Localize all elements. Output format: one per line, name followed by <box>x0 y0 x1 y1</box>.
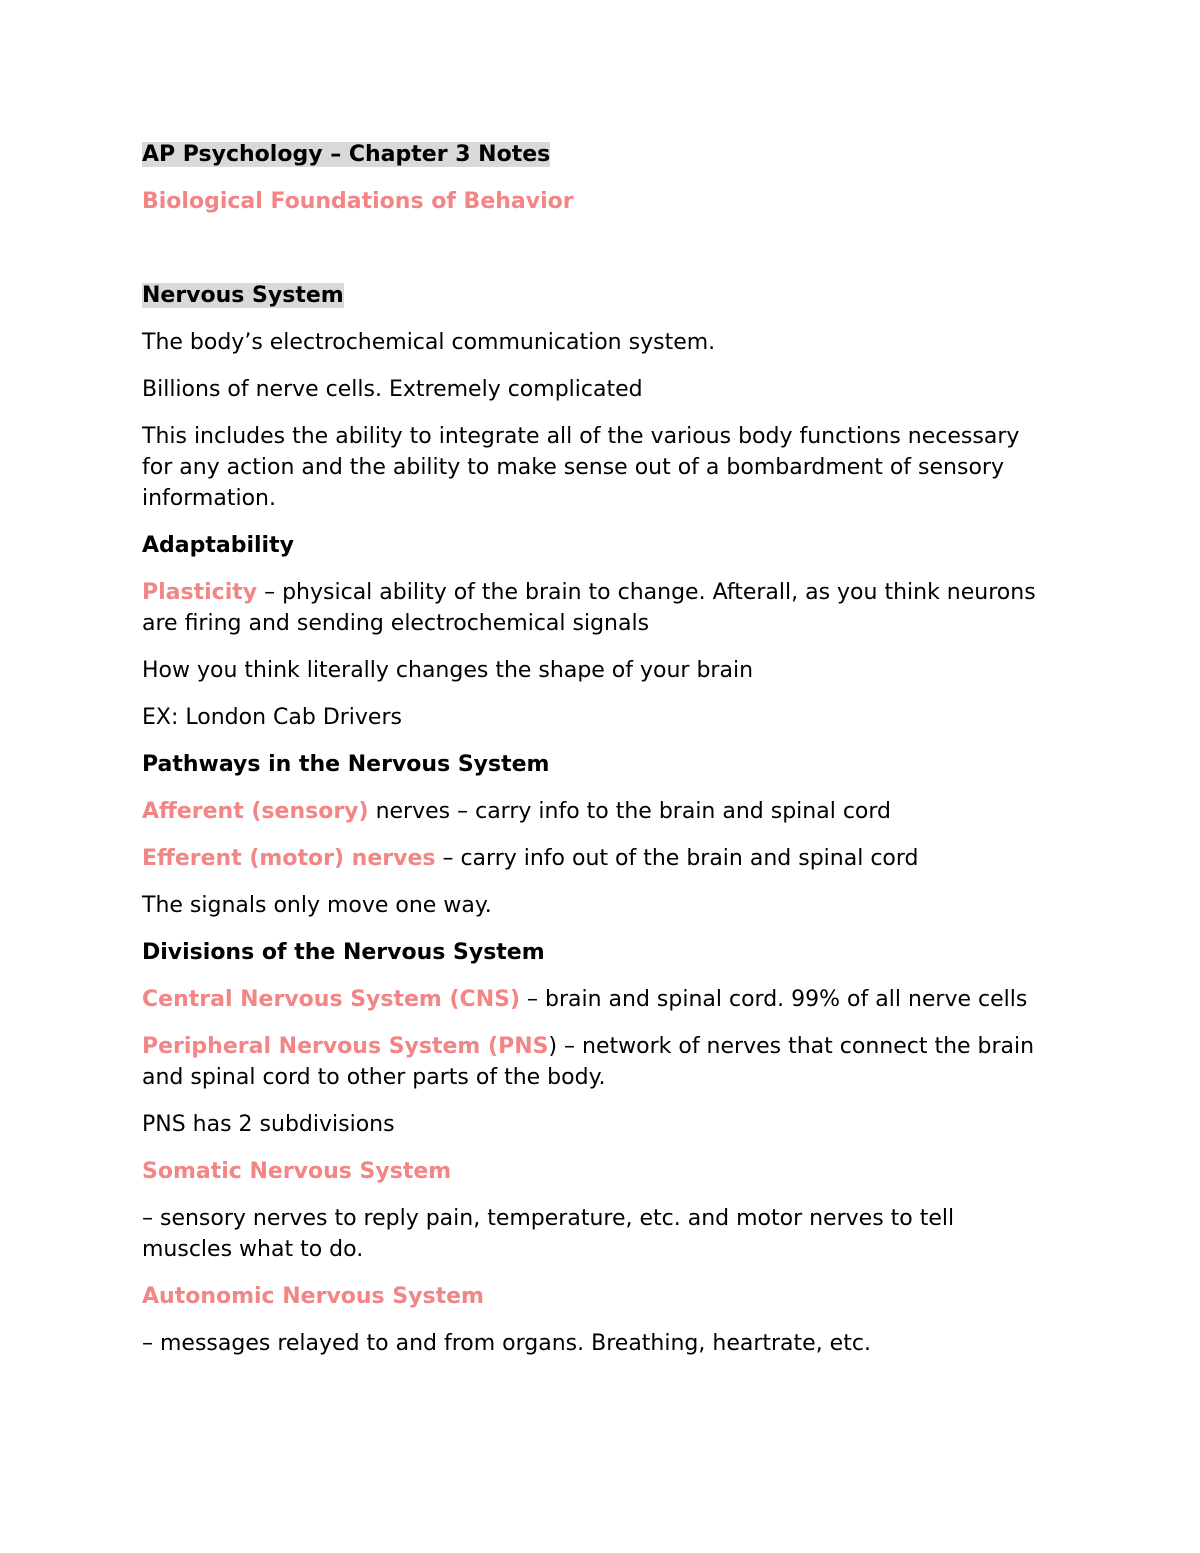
term: Central Nervous System (CNS) <box>142 987 521 1012</box>
section-heading-divisions: Divisions of the Nervous System <box>142 940 545 965</box>
definition: – brain and spinal cord. 99% of all nerve cells <box>520 987 1028 1012</box>
definition: – carry info out of the brain and spinal cord <box>435 846 919 871</box>
paragraph: PNS has 2 subdivisions <box>142 1112 395 1137</box>
example: EX: London Cab Drivers <box>142 705 402 730</box>
document-title <box>142 139 1042 170</box>
term: Efferent (motor) nerves <box>142 846 436 871</box>
section-heading-adaptability: Adaptability <box>142 533 294 558</box>
spacer <box>142 233 1042 280</box>
paragraph: Billions of nerve cells. Extremely complicated <box>142 377 643 402</box>
definition-efferent <box>142 843 1042 874</box>
document-subtitle: Biological Foundations of Behavior <box>142 189 574 214</box>
definition-afferent <box>142 796 1042 827</box>
section-heading-nervous-system <box>142 280 1042 311</box>
term: Afferent (sensory) <box>142 799 369 824</box>
heading-text: Nervous System <box>142 283 344 308</box>
document-body <box>142 139 1042 1375</box>
definition: ) – network of nerves that connect the brain and spinal cord to other parts of the body. <box>142 1034 1035 1090</box>
definition: – sensory nerves to reply pain, temperature, etc. and motor nerves to tell muscles what to do. <box>142 1206 955 1262</box>
definition-plasticity <box>142 577 1042 639</box>
section-heading-pathways: Pathways in the Nervous System <box>142 752 550 777</box>
term: Plasticity <box>142 580 258 605</box>
term-autonomic: Autonomic Nervous System <box>142 1284 484 1309</box>
paragraph: The body’s electrochemical communication system. <box>142 330 716 355</box>
paragraph: The signals only move one way. <box>142 893 492 918</box>
definition: – physical ability of the brain to change. Afterall, as you think neurons are firing and sending electrochemical signals <box>142 580 1036 636</box>
definition: nerves – carry info to the brain and spinal cord <box>368 799 891 824</box>
definition: – messages relayed to and from organs. Breathing, heartrate, etc. <box>142 1331 871 1356</box>
definition-cns <box>142 984 1042 1015</box>
term-somatic: Somatic Nervous System <box>142 1159 452 1184</box>
paragraph: This includes the ability to integrate all of the various body functions necessary for any action and the ability to make sense out of a bombardment of sensory information. <box>142 424 1020 511</box>
title-text: AP Psychology – Chapter 3 Notes <box>142 142 551 167</box>
paragraph: How you think literally changes the shape of your brain <box>142 658 754 683</box>
definition-pns <box>142 1031 1042 1093</box>
term: Peripheral Nervous System (PNS <box>142 1034 549 1059</box>
